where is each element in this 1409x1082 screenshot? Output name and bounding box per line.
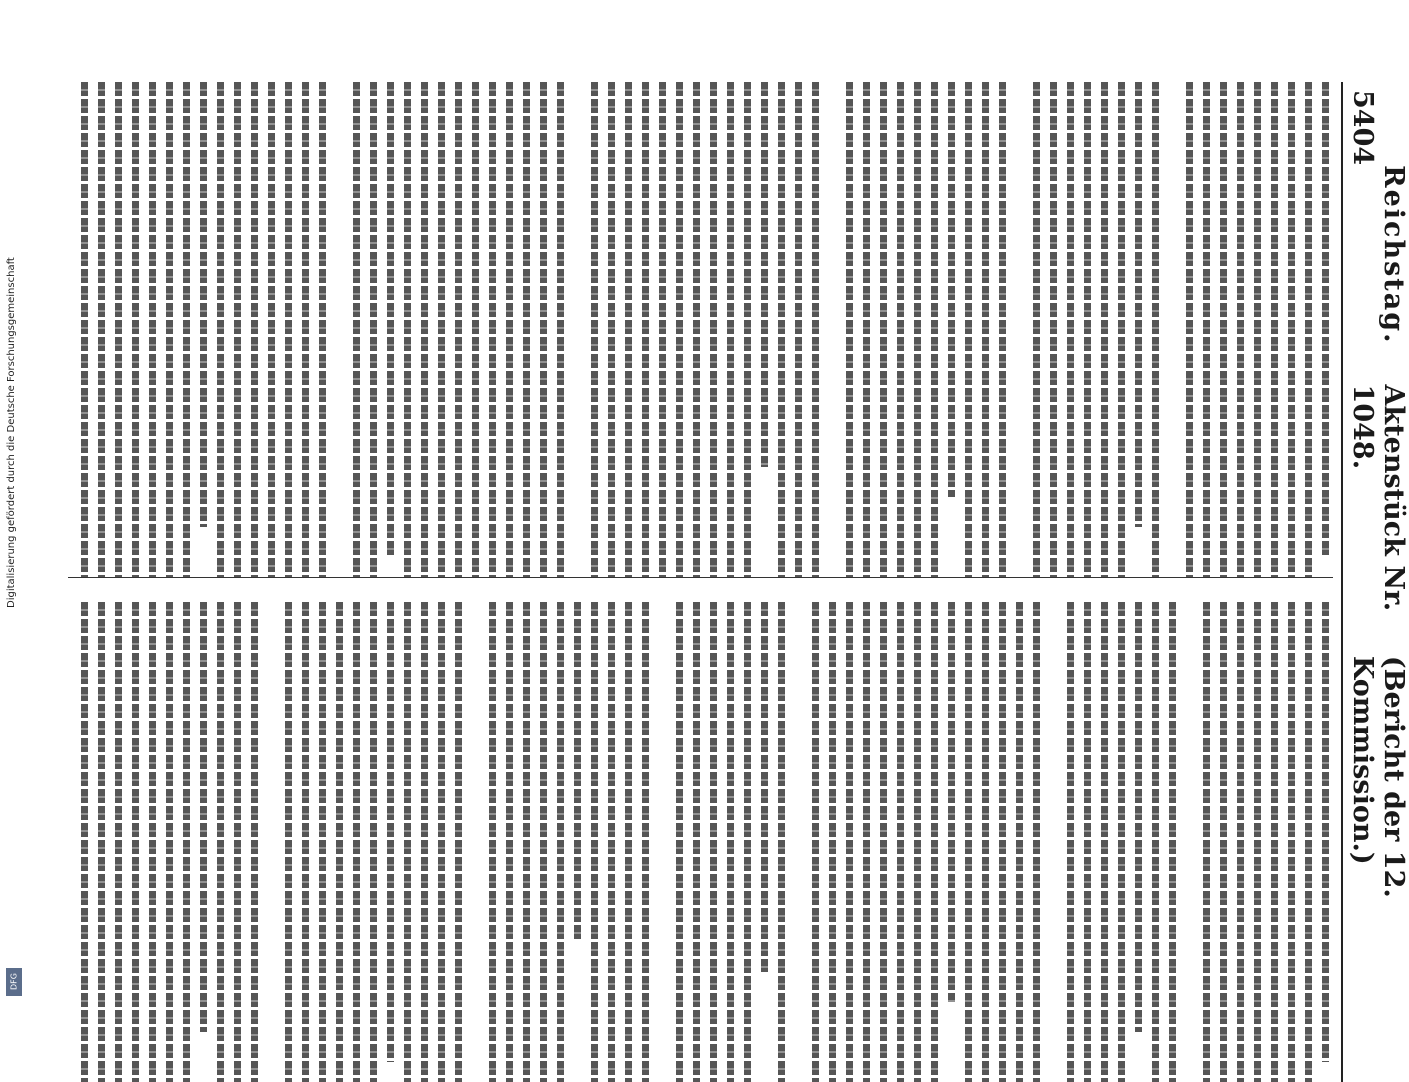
text-line [591,602,598,1082]
text-line [115,602,122,1082]
header-center [1347,165,1409,656]
text-line [353,82,360,577]
text-line [1084,82,1091,577]
text-line [1254,82,1261,577]
text-line [336,602,343,1082]
text-line [1322,602,1329,1063]
text-line [302,602,309,1082]
text-line [965,602,972,1082]
text-line [1203,602,1210,1082]
text-line [1135,82,1142,527]
text-line [1271,82,1278,577]
text-line [455,82,462,577]
text-line [829,602,836,1082]
text-line [1237,602,1244,1082]
text-line [506,602,513,1082]
text-line [965,82,972,577]
text-line [897,602,904,1082]
text-line [625,602,632,1082]
text-line [999,82,1006,577]
text-line [506,82,513,577]
text-line [268,82,275,577]
text-line [1033,602,1040,1082]
text-line [149,82,156,577]
text-line [234,82,241,577]
text-line [132,82,139,577]
text-line [591,82,598,577]
text-line [727,82,734,577]
text-line [710,82,717,577]
text-line [217,602,224,1082]
text-line [81,82,88,577]
text-line [183,602,190,1082]
text-line [642,82,649,577]
text-line [1305,602,1312,1082]
text-line [608,82,615,577]
text-line [1033,82,1040,577]
text-line [795,82,802,577]
scanned-page [60,82,1383,1082]
text-line [200,602,207,1033]
text-line [1220,602,1227,1082]
text-line [1067,602,1074,1082]
text-line [727,602,734,1082]
text-line [1016,602,1023,1082]
text-line [1237,82,1244,577]
dfg-logo: DFG [6,968,22,996]
text-line [1135,602,1142,1033]
document-number: Aktenstück Nr. 1048. [1347,385,1409,656]
text-line [370,602,377,1082]
text-line [948,82,955,497]
text-line [404,82,411,577]
text-line [778,602,785,1082]
text-line [914,82,921,577]
right-column [68,602,1333,1082]
text-line [812,82,819,577]
text-line [574,602,581,943]
text-line [914,602,921,1082]
text-line [744,602,751,1082]
text-line [353,602,360,1082]
text-line [1101,602,1108,1082]
text-line [1322,82,1329,557]
text-line [982,602,989,1082]
text-columns [68,82,1333,1082]
text-line [1288,602,1295,1082]
text-line [557,82,564,577]
text-line [1271,602,1278,1082]
text-line [166,602,173,1082]
text-line [625,82,632,577]
text-line [1203,82,1210,577]
text-line [455,602,462,1082]
text-line [1186,82,1193,577]
text-line [744,82,751,577]
text-line [1220,82,1227,577]
left-column [68,82,1333,578]
text-line [523,602,530,1082]
text-line [98,602,105,1082]
text-line [285,602,292,1082]
text-line [1288,82,1295,577]
text-line [166,82,173,577]
text-line [1152,82,1159,577]
text-line [1067,82,1074,577]
text-line [387,602,394,1063]
text-line [217,82,224,577]
text-line [489,82,496,577]
text-line [489,602,496,1082]
report-section: (Bericht der 12. Kommission.) [1347,656,1409,1074]
text-line [1305,82,1312,577]
text-line [319,82,326,577]
text-line [438,602,445,1082]
text-line [319,602,326,1082]
text-line [285,82,292,577]
page-number: 5404 [1347,90,1378,165]
text-line [1152,602,1159,1082]
text-line [387,82,394,557]
text-line [931,82,938,577]
text-line [812,602,819,1082]
text-line [251,602,258,1082]
text-line [982,82,989,577]
text-line [863,82,870,577]
text-line [421,602,428,1082]
text-line [98,82,105,577]
text-line [710,602,717,1082]
text-line [302,82,309,577]
digitization-note: Digitalisierung gefördert durch die Deutsche Forschungsgemeinschaft [6,238,20,608]
text-line [1050,82,1057,577]
text-line [659,82,666,577]
text-line [948,602,955,1003]
text-line [438,82,445,577]
text-line [421,82,428,577]
text-line [846,602,853,1082]
text-line [693,602,700,1082]
text-line [149,602,156,1082]
page-header [1341,82,1383,1082]
text-line [846,82,853,577]
text-line [234,602,241,1082]
text-line [761,602,768,973]
text-line [880,82,887,577]
text-line [880,602,887,1082]
text-line [557,602,564,1082]
text-line [1169,602,1176,1082]
text-line [523,82,530,577]
text-line [200,82,207,527]
text-line [693,82,700,577]
text-line [642,602,649,1082]
text-line [931,602,938,1082]
text-line [81,602,88,1082]
text-line [370,82,377,577]
text-line [115,82,122,577]
text-line [897,82,904,577]
text-line [1254,602,1261,1082]
text-line [1118,82,1125,577]
text-line [540,602,547,1082]
text-line [472,82,479,577]
text-line [608,602,615,1082]
text-line [676,82,683,577]
text-line [404,602,411,1082]
text-line [132,602,139,1082]
text-line [863,602,870,1082]
text-line [999,602,1006,1082]
text-line [778,82,785,577]
header-title: Reichstag. [1347,165,1409,344]
text-line [1084,602,1091,1082]
text-line [1101,82,1108,577]
text-line [251,82,258,577]
text-line [676,602,683,1082]
text-line [761,82,768,467]
text-line [1118,602,1125,1082]
text-line [540,82,547,577]
text-line [183,82,190,577]
